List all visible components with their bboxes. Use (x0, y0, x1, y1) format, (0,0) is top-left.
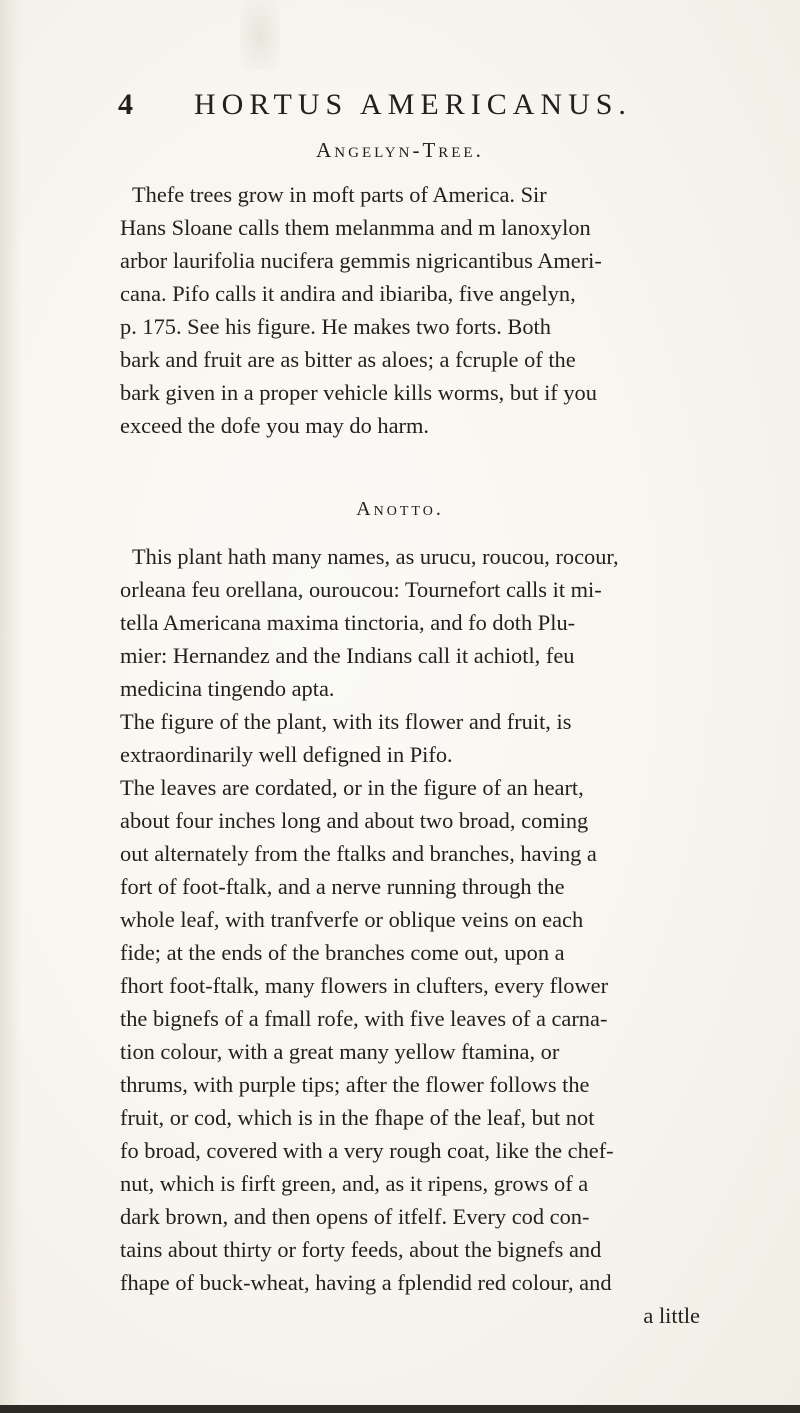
text-line: the bignefs of a fmall rofe, with five leaves of a carna- (120, 1006, 608, 1031)
text-line: about four inches long and about two broad, coming (120, 808, 589, 833)
text-line: fide; at the ends of the branches come out, upon a (120, 940, 565, 965)
text-line: p. 175. See his figure. He makes two forts. Both (120, 314, 551, 339)
angelyn-tree-paragraph (120, 178, 700, 442)
text-line: whole leaf, with tranfverfe or oblique veins on each (120, 907, 584, 932)
text-line: Thefe trees grow in moft parts of America. Sir (132, 182, 547, 207)
text-line: out alternately from the ftalks and branches, having a (120, 841, 597, 866)
running-head (118, 88, 678, 132)
page-number: 4 (118, 88, 139, 121)
text-line: The figure of the plant, with its flower and fruit, is (120, 709, 572, 734)
text-line: fruit, or cod, which is in the fhape of the leaf, but not (120, 1105, 595, 1130)
text-line: thrums, with purple tips; after the flower follows the (120, 1072, 590, 1097)
text-line: fo broad, covered with a very rough coat, like the chef- (120, 1138, 614, 1163)
page-bottom-edge (0, 1405, 800, 1413)
text-line: orleana feu orellana, ouroucou: Tournefort calls it mi- (120, 577, 602, 602)
text-line: tains about thirty or forty feeds, about the bignefs and (120, 1237, 602, 1262)
running-head-title: HORTUS AMERICANUS. (194, 88, 632, 121)
page-gutter-shadow (0, 0, 22, 1413)
text-line: extraordinarily well defigned in Pifo. (120, 742, 453, 767)
section-title-angelyn-tree: Angelyn-Tree. (316, 138, 484, 162)
text-line: The leaves are cordated, or in the figure of an heart, (120, 775, 584, 800)
text-line: mier: Hernandez and the Indians call it achiotl, feu (120, 643, 575, 668)
text-line: medicina tingendo apta. (120, 676, 335, 701)
text-line: nut, which is firft green, and, as it ripens, grows of a (120, 1171, 589, 1196)
text-line: tion colour, with a great many yellow ftamina, or (120, 1039, 560, 1064)
text-line: fhape of buck-wheat, having a fplendid red colour, and (120, 1270, 612, 1295)
text-line: bark given in a proper vehicle kills worms, but if you (120, 380, 597, 405)
text-line: Hans Sloane calls them melanmma and m lanoxylon (120, 215, 591, 240)
text-line: fhort foot-ftalk, many flowers in clufters, every flower (120, 973, 609, 998)
anotto-paragraphs (120, 540, 700, 1332)
text-line: arbor laurifolia nucifera gemmis nigricantibus Ameri- (120, 248, 602, 273)
section-title-anotto: Anotto. (356, 498, 444, 520)
text-line: bark and fruit are as bitter as aloes; a fcruple of the (120, 347, 576, 372)
text-line: cana. Pifo calls it andira and ibiariba, five angelyn, (120, 281, 576, 306)
text-line: exceed the dofe you may do harm. (120, 413, 429, 438)
text-line: tella Americana maxima tinctoria, and fo doth Plu- (120, 610, 576, 635)
catchword: a little (643, 1303, 700, 1328)
paper-stain (240, 0, 280, 70)
text-line: This plant hath many names, as urucu, roucou, rocour, (132, 544, 619, 569)
text-line: fort of foot-ftalk, and a nerve running through the (120, 874, 565, 899)
text-line: dark brown, and then opens of itfelf. Every cod con- (120, 1204, 590, 1229)
